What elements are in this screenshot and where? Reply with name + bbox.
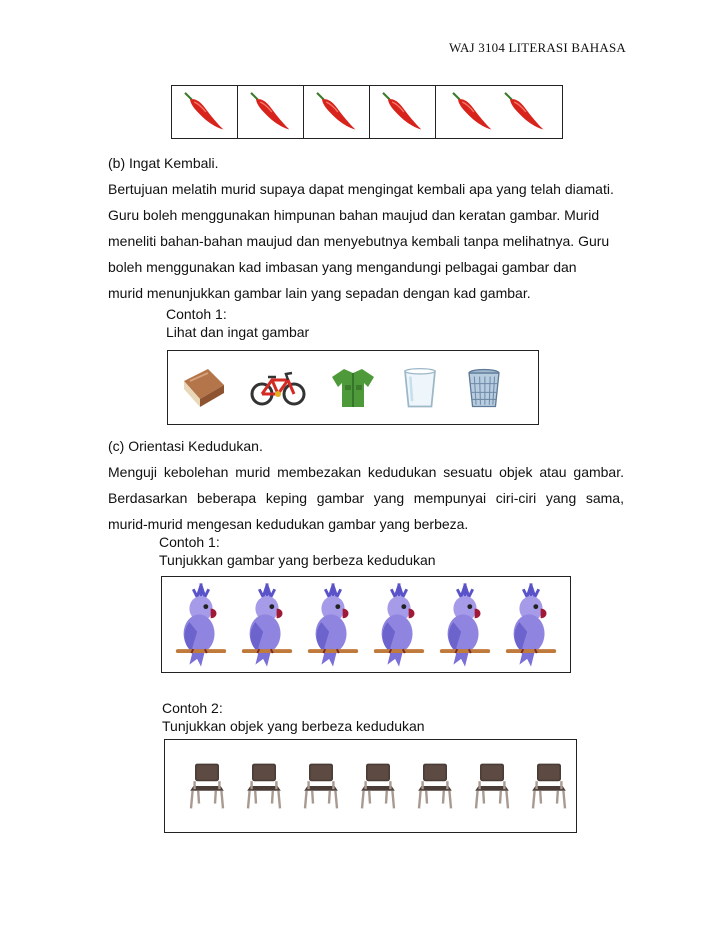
book-icon: [178, 363, 228, 413]
section-b-line: meneliti bahan-bahan maujud dan menyebutnya kembali tanpa melihatnya. Guru: [108, 233, 610, 249]
example-label: Contoh 2:: [162, 700, 223, 716]
chili-icon: [180, 89, 230, 135]
memory-items-box: [167, 350, 539, 425]
chair-box: [164, 739, 577, 833]
parrot-icon: [304, 581, 362, 669]
chili-icon: [246, 89, 296, 135]
example-label: Contoh 1:: [159, 534, 220, 550]
chair-icon: [244, 760, 284, 812]
parrot-icon: [370, 581, 428, 669]
chair-icon: [358, 760, 398, 812]
parrot-icon: [238, 581, 296, 669]
example-instruction: Tunjukkan objek yang berbeza kedudukan: [162, 718, 425, 734]
chair-icon: [301, 760, 341, 812]
section-c-line: murid-murid mengesan kedudukan gambar yang berbeza.: [108, 516, 469, 532]
parrot-box: [161, 576, 571, 673]
section-b-line: boleh menggunakan kad imbasan yang mengandungi pelbagai gambar dan: [108, 259, 577, 275]
example-label: Contoh 1:: [166, 306, 227, 322]
section-c-line: Menguji kebolehan murid membezakan kedudukan sesuatu objek atau gambar.: [108, 464, 624, 480]
section-b-heading: (b) Ingat Kembali.: [108, 155, 219, 171]
example-instruction: Lihat dan ingat gambar: [166, 324, 310, 340]
parrot-icon: [172, 581, 230, 669]
chili-cell: [304, 86, 370, 138]
bicycle-icon: [248, 367, 308, 409]
page-header: WAJ 3104 LITERASI BAHASA: [448, 40, 626, 55]
shirt-icon: [328, 363, 378, 413]
glass-icon: [398, 363, 442, 413]
chili-icon: [312, 89, 362, 135]
chili-strip: [171, 85, 563, 139]
chili-icon: [448, 89, 498, 135]
chair-icon: [187, 760, 227, 812]
chili-cell: [436, 86, 562, 138]
section-b-line: murid menunjukkan gambar lain yang sepadan dengan kad gambar.: [108, 285, 531, 301]
section-c-heading: (c) Orientasi Kedudukan.: [108, 438, 263, 454]
chili-icon: [500, 89, 550, 135]
chili-cell: [172, 86, 238, 138]
chili-cell: [238, 86, 304, 138]
section-b-line: Guru boleh menggunakan himpunan bahan maujud dan keratan gambar. Murid: [108, 207, 600, 223]
example-instruction: Tunjukkan gambar yang berbeza kedudukan: [159, 552, 436, 568]
chili-icon: [378, 89, 428, 135]
section-b-line: Bertujuan melatih murid supaya dapat mengingat kembali apa yang telah diamati.: [108, 181, 614, 197]
parrot-icon: [436, 581, 494, 669]
chair-icon: [529, 760, 569, 812]
parrot-icon: [502, 581, 560, 669]
basket-icon: [462, 363, 506, 413]
section-c-line: Berdasarkan beberapa keping gambar yang mempunyai ciri-ciri yang sama,: [108, 490, 624, 506]
chair-icon: [415, 760, 455, 812]
chair-icon: [472, 760, 512, 812]
chili-cell: [370, 86, 436, 138]
